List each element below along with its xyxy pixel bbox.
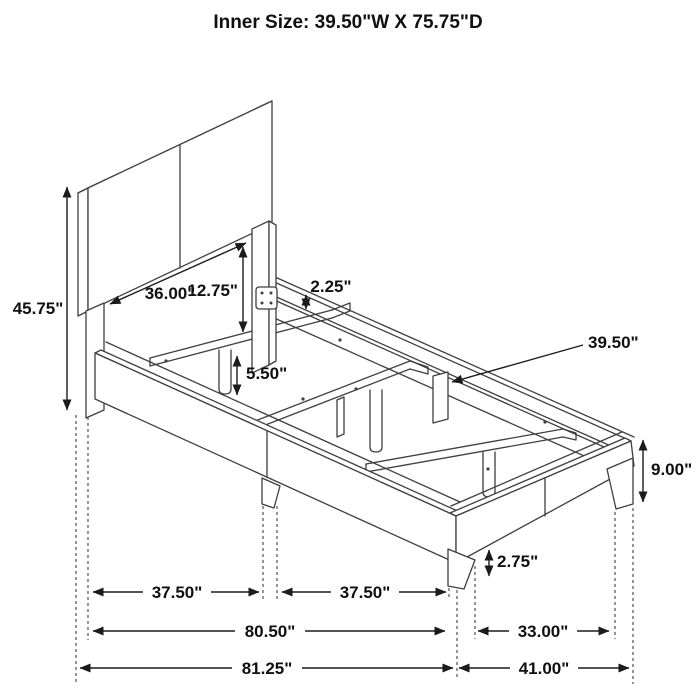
- slat-middle-near-bracket: [337, 397, 344, 437]
- label-foot-leg: 2.75": [497, 552, 539, 571]
- label-rear-half-span: 37.50": [339, 583, 391, 602]
- slat-middle-center-leg: [370, 390, 382, 452]
- label-center-leg: 5.50": [246, 364, 288, 383]
- headboard-side-edge: [78, 188, 88, 316]
- label-foot-inner-span: 33.00": [517, 622, 569, 641]
- label-headboard-height: 45.75": [12, 299, 64, 318]
- label-rail-span: 80.50": [244, 622, 296, 641]
- far-side-rail: [272, 277, 634, 475]
- diagram-title: Inner Size: 39.50"W X 75.75"D: [213, 12, 483, 33]
- label-front-half-span: 37.50": [151, 583, 203, 602]
- rail-bracket-plate: [256, 287, 277, 309]
- slat-head: [150, 303, 350, 366]
- projection-lines: [76, 415, 633, 684]
- label-overall-width: 41.00": [518, 659, 570, 678]
- label-panel-width: 36.00": [144, 284, 196, 303]
- dim-slat-length-leader: [452, 345, 583, 382]
- slat-middle-far-bracket: [433, 372, 448, 423]
- label-rail-height: 9.00": [651, 460, 693, 479]
- slat-head-center-leg: [219, 350, 231, 394]
- label-rail-lip: 2.25": [310, 277, 352, 296]
- label-overall-length: 81.25": [241, 659, 293, 678]
- label-slat-length: 39.50": [588, 333, 639, 352]
- label-panel-to-slat: 12.75": [187, 281, 238, 300]
